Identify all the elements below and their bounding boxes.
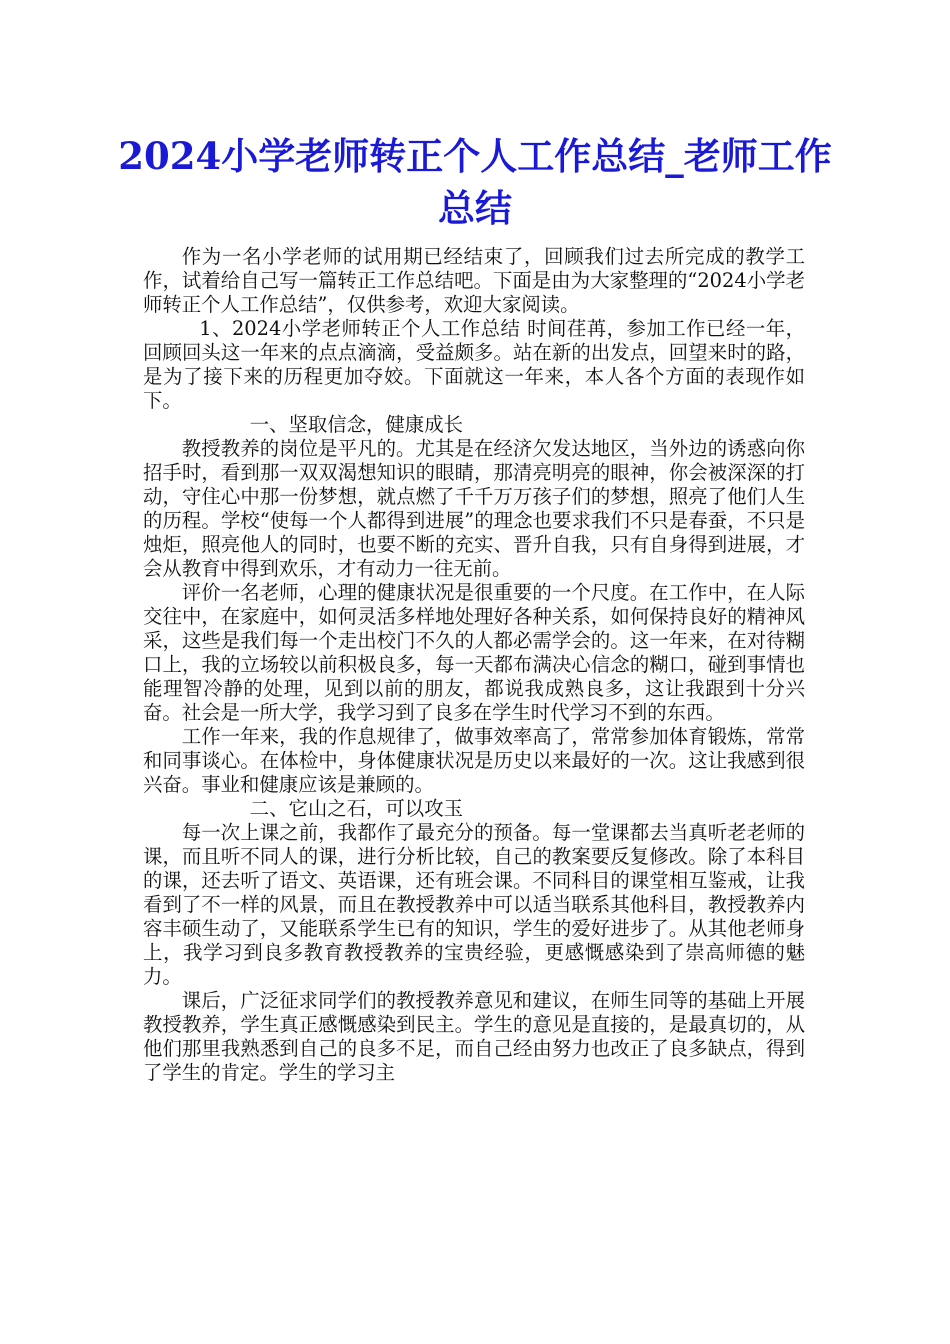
body-paragraph: 每一次上课之前，我都作了最充分的预备。每一堂课都去当真听老老师的课，而且听不同人的课，进行分析比较，自己的教案要反复修改。除了本科目的课，还去听了语文、英语课，还有班会课。不同科目的课堂相互鉴戒，让我看到了不一样的风景，而且在教授教养中可以适当联系其他科目，教授教养内容丰硕生动了，又能联系学生已有的知识，学生的爱好进步了。从其他老师身上，我学习到良多教育教授教养的宝贵经验，更感慨感染到了崇高师德的魅力。: [143, 821, 805, 988]
intro-paragraph: 作为一名小学老师的试用期已经结束了，回顾我们过去所完成的教学工作，试着给自己写一篇转正工作总结吧。下面是由为大家整理的“2024小学老师转正个人工作总结”，仅供参考，欢迎大家阅读。: [143, 245, 805, 316]
body-paragraph: 工作一年来，我的作息规律了，做事效率高了，常常参加体育锻炼，常常和同事谈心。在体检中，身体健康状况是历史以来最好的一次。这让我感到很兴奋。事业和健康应该是兼顾的。: [143, 725, 805, 796]
document-body: [143, 245, 805, 1085]
section-1-paragraph: 1、2024小学老师转正个人工作总结 时间荏苒，参加工作已经一年，回顾回头这一年来的点点滴滴，受益颇多。站在新的出发点，回望来时的路，是为了接下来的历程更加夺姣。下面就这一年来，本人各个方面的表现作如下。: [143, 317, 805, 412]
document-title: 2024小学老师转正个人工作总结_老师工作总结: [118, 134, 832, 230]
body-paragraph: 课后，广泛征求同学们的教授教养意见和建议，在师生同等的基础上开展教授教养，学生真正感慨感染到民主。学生的意见是直接的，是最真切的，从他们那里我熟悉到自己的良多不足，而自己经由努力也改正了良多缺点，得到了学生的肯定。学生的学习主: [143, 989, 805, 1084]
heading-1: 一、坚取信念，健康成长: [249, 413, 463, 436]
heading-2: 二、它山之石，可以攻玉: [249, 797, 463, 820]
body-paragraph: 评价一名老师，心理的健康状况是很重要的一个尺度。在工作中，在人际交往中，在家庭中，如何灵活多样地处理好各种关系，如何保持良好的精神风采，这些是我们每一个走出校门不久的人都必需学会的。这一年来，在对待糊口上，我的立场较以前积极良多，每一天都布满决心信念的糊口，碰到事情也能理智冷静的处理，见到以前的朋友，都说我成熟良多，这让我跟到十分兴奋。社会是一所大学，我学习到了良多在学生时代学习不到的东西。: [143, 581, 805, 724]
body-paragraph: 教授教养的岗位是平凡的。尤其是在经济欠发达地区，当外边的诱惑向你招手时，看到那一双双渴想知识的眼睛，那清亮明亮的眼神，你会被深深的打动，守住心中那一份梦想，就点燃了千千万万孩子们的梦想，照亮了他们人生的历程。学校“使每一个人都得到进展”的理念也要求我们不只是春蚕，不只是烛炬，照亮他人的同时，也要不断的充实、晋升自我，只有自身得到进展，才会从教育中得到欢乐，才有动力一往无前。: [143, 437, 805, 580]
